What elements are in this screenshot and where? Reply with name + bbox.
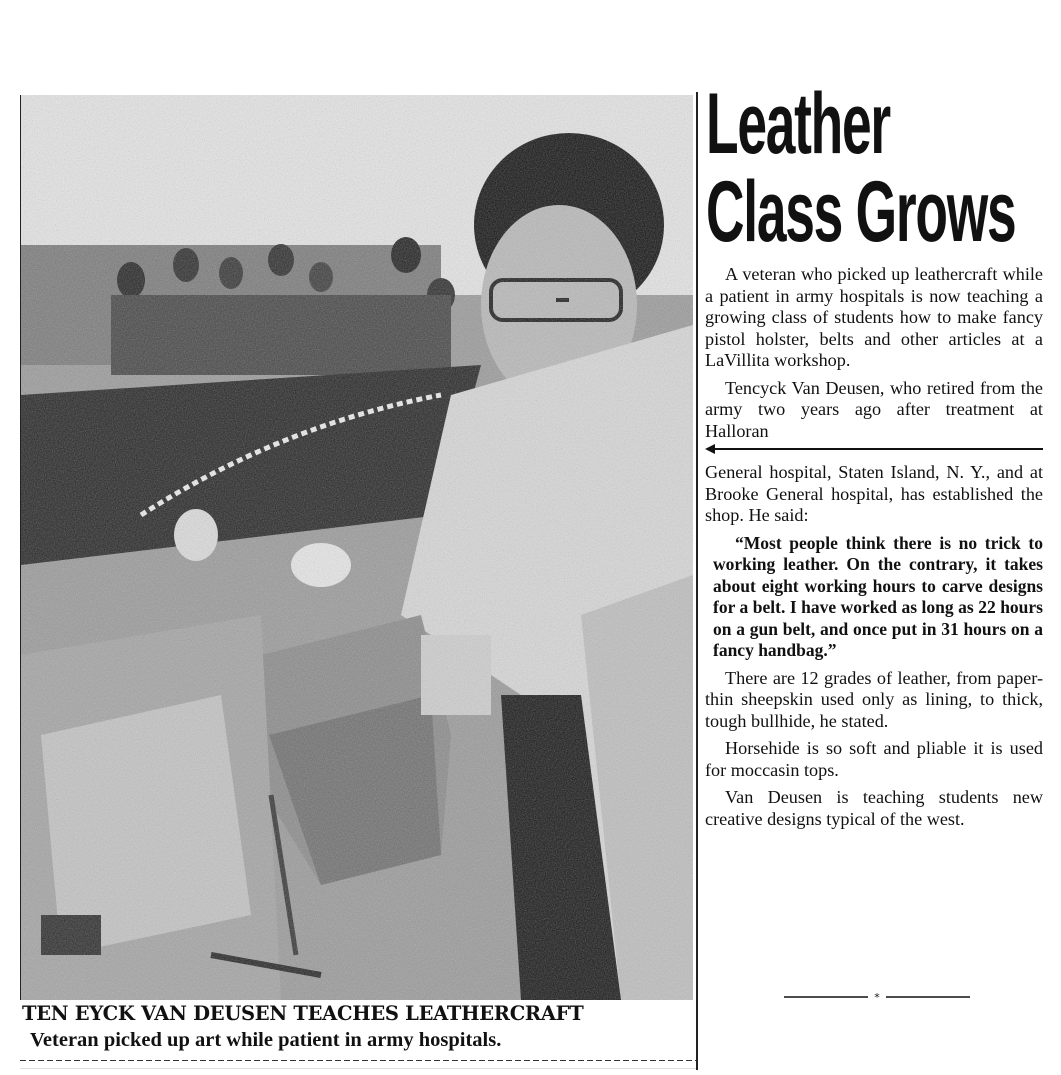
photo-caption-headline: TEN EYCK VAN DEUSEN TEACHES LEATHERCRAFT	[22, 1002, 584, 1025]
photo-image	[21, 95, 693, 1000]
column-rule	[696, 92, 698, 1070]
paragraph: Van Deusen is teaching students new creative designs typical of the west.	[705, 787, 1043, 829]
continuation-rule	[705, 444, 1043, 454]
bottom-rule	[20, 1060, 696, 1061]
edge-rule	[20, 1068, 696, 1069]
paragraph: A veteran who picked up leathercraft while a patient in army hospitals is now teaching a growing class of students how to make fancy pistol holster, belts and other articles at a LaVillita workshop.	[705, 264, 1043, 370]
article-headline	[706, 76, 1016, 260]
paragraph: Horsehide is so soft and pliable it is used for moccasin tops.	[705, 738, 1043, 780]
paragraph: Tencyck Van Deusen, who retired from the army two years ago after treatment at Halloran	[705, 377, 1043, 441]
photo-caption-subline: Veteran picked up art while patient in army hospitals.	[30, 1029, 502, 1051]
end-of-article-mark	[784, 990, 970, 1004]
article-body	[705, 264, 1043, 836]
quotation: “Most people think there is no trick to working leather. On the contrary, it takes about eight working hours to carve designs for a belt. I have worked as long as 22 hours on a gun belt, and once put in 31 hours on a fancy handbag.”	[713, 532, 1043, 660]
paragraph: General hospital, Staten Island, N. Y., and at Brooke General hospital, has established the shop. He said:	[705, 462, 1043, 525]
photograph	[20, 95, 693, 1000]
svg-text:*: *	[874, 991, 880, 1004]
left-arrow-icon	[705, 444, 1043, 454]
headline-line-1: Leather	[706, 76, 890, 172]
paragraph: There are 12 grades of leather, from paper-thin sheepskin used only as lining, to thick, tough bullhide, he stated.	[705, 667, 1043, 731]
headline-line-2: Class Grows	[706, 164, 1016, 260]
